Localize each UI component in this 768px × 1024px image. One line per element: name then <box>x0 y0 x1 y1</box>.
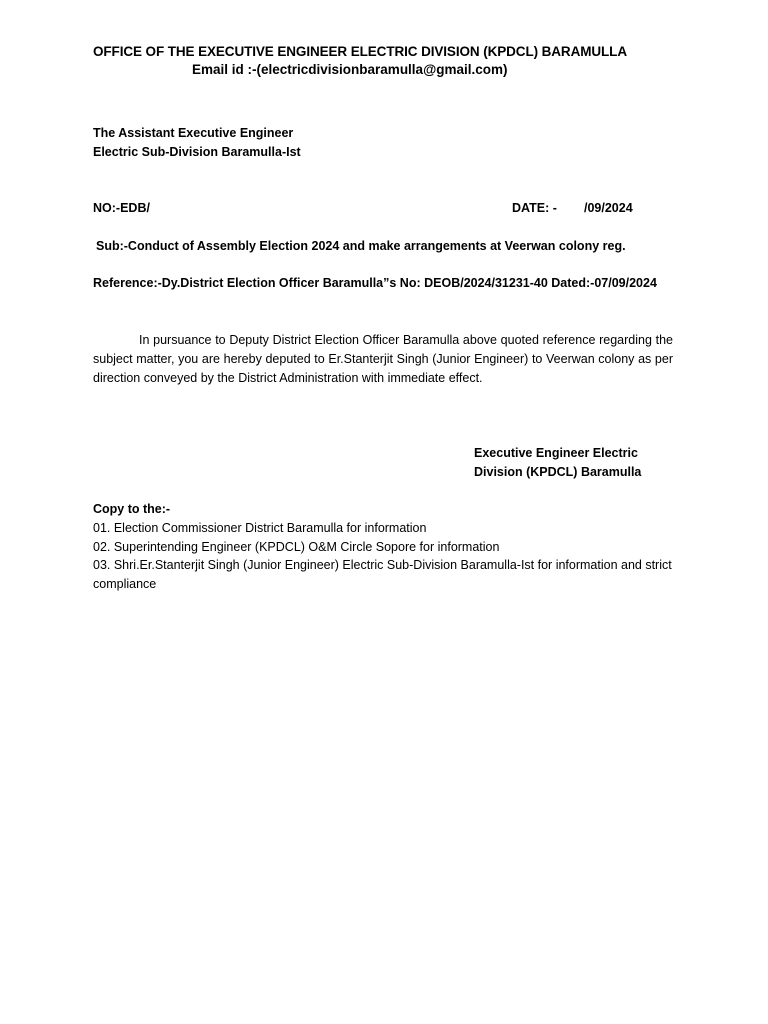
signature-line-2: Division (KPDCL) Baramulla <box>474 465 642 479</box>
date-label: DATE: - <box>512 201 557 215</box>
copy-heading: Copy to the:- <box>93 502 171 516</box>
copy-item-3: 03. Shri.Er.Stanterjit Singh (Junior Engineer) Electric Sub-Division Baramulla-Ist for information and strict compliance <box>93 558 672 591</box>
letter-number: NO:-EDB/ <box>93 201 150 215</box>
reference-line: Reference:-Dy.District Election Officer Baramulla”s No: DEOB/2024/31231-40 Dated:-07/09/2024 <box>93 276 657 290</box>
office-email: Email id :-(electricdivisionbaramulla@gmail.com) <box>192 62 508 77</box>
signature-line-1: Executive Engineer Electric <box>474 446 638 460</box>
copy-item-2: 02. Superintending Engineer (KPDCL) O&M Circle Sopore for information <box>93 540 500 554</box>
addressee-title: The Assistant Executive Engineer <box>93 126 294 140</box>
subject-line: Sub:-Conduct of Assembly Election 2024 and make arrangements at Veerwan colony reg. <box>96 239 626 253</box>
copy-item-1: 01. Election Commissioner District Baramulla for information <box>93 521 427 535</box>
date-value: /09/2024 <box>584 201 633 215</box>
office-heading: OFFICE OF THE EXECUTIVE ENGINEER ELECTRIC DIVISION (KPDCL) BARAMULLA <box>93 44 627 59</box>
body-paragraph: In pursuance to Deputy District Election Officer Baramulla above quoted reference regarding the subject matter, you are hereby deputed to Er.Stanterjit Singh (Junior Engineer) to Veerwan colony as per direction conveyed by the District Administration with immediate effect. <box>93 333 673 385</box>
addressee-office: Electric Sub-Division Baramulla-Ist <box>93 145 301 159</box>
